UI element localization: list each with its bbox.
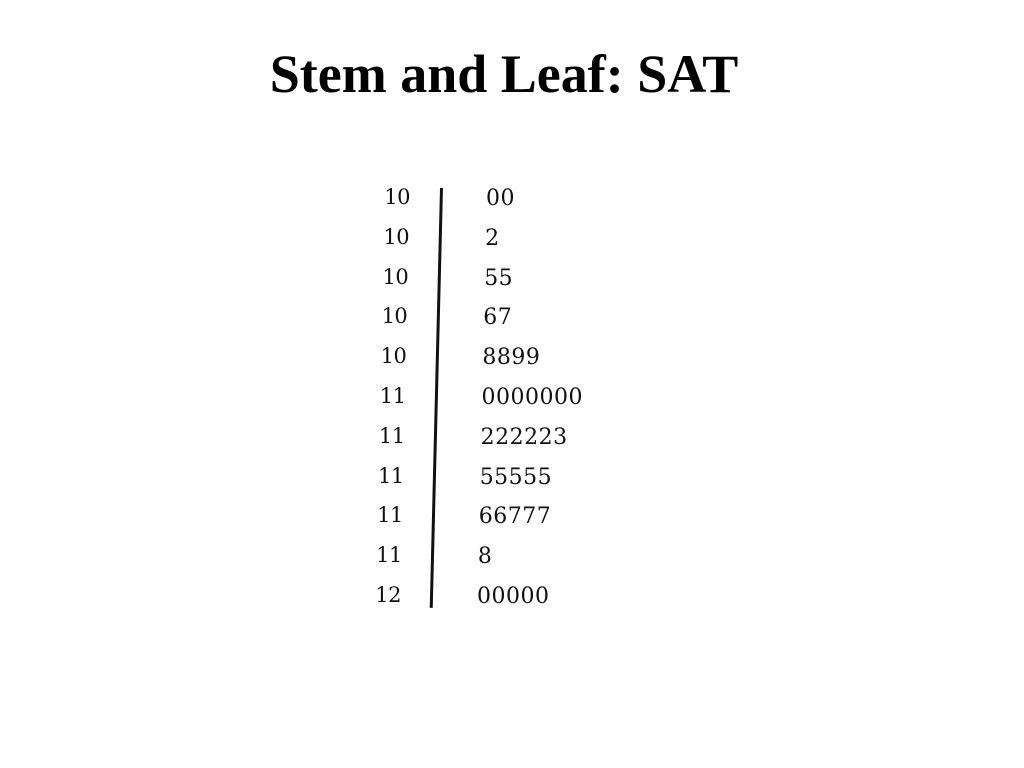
stem-leaf-row [370, 461, 610, 501]
stem-leaf-row [370, 580, 610, 620]
stem-leaf-row [370, 421, 610, 461]
leaf-values: 55555 [479, 464, 553, 490]
stem-leaf-row [370, 222, 610, 262]
stem-and-leaf-plot [370, 182, 610, 612]
leaf-values: 8899 [482, 345, 541, 371]
stem-value: 11 [377, 503, 403, 528]
stem-value: 11 [378, 423, 405, 448]
stem-leaf-row [370, 341, 610, 381]
leaf-values: 67 [483, 305, 513, 331]
stem-value: 10 [383, 224, 410, 249]
stem-value: 11 [377, 463, 404, 488]
stem-leaf-row [370, 301, 610, 341]
stem-leaf-row [370, 500, 610, 540]
leaf-values: 0000000 [481, 385, 583, 410]
stem-value: 11 [379, 384, 406, 408]
leaf-values: 2 [485, 225, 500, 251]
slide-title: Stem and Leaf: SAT [269, 44, 739, 104]
stem-leaf-row [370, 262, 610, 302]
stem-value: 10 [381, 304, 408, 329]
leaf-values: 222223 [480, 424, 568, 450]
leaf-values: 00000 [477, 584, 550, 609]
leaf-values: 8 [477, 544, 493, 570]
leaf-values: 00 [486, 186, 515, 211]
stem-value: 10 [382, 264, 409, 289]
stem-leaf-row [370, 381, 610, 421]
leaf-values: 66777 [478, 504, 552, 530]
stem-value: 10 [384, 185, 410, 209]
stem-leaf-row [370, 540, 610, 580]
leaf-values: 55 [484, 265, 514, 291]
stem-leaf-row [370, 182, 610, 222]
stem-value: 11 [376, 543, 402, 568]
stem-value: 10 [380, 344, 407, 369]
stem-value: 12 [375, 583, 401, 607]
